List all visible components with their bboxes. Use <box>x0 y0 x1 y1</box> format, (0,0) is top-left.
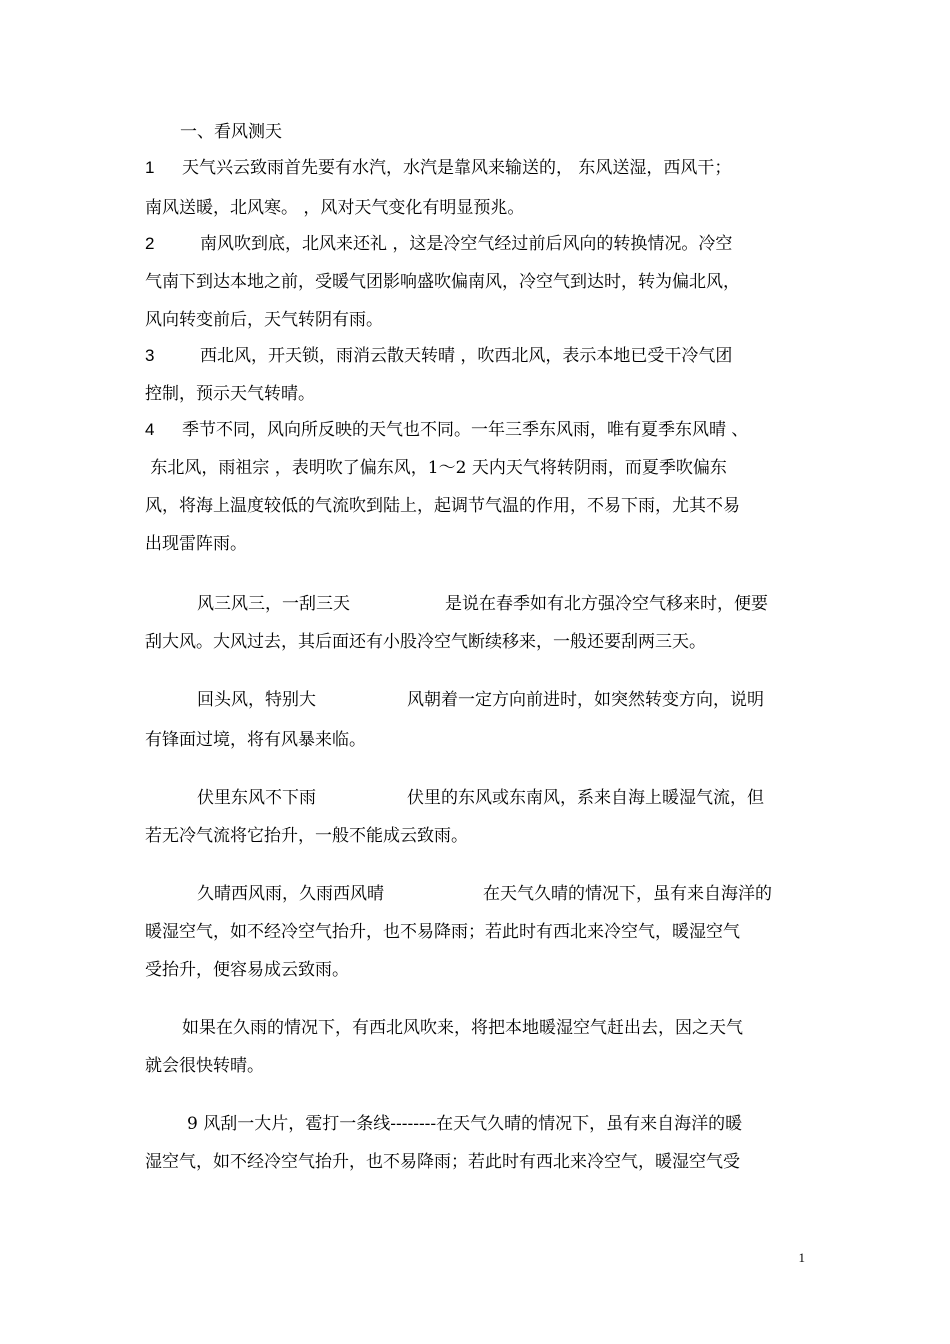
item-number: 1 <box>145 158 155 177</box>
saying-title: 伏里东风不下雨 <box>197 788 316 808</box>
section-heading: 一、看风测天 <box>180 122 282 142</box>
item-text-line: 天气兴云致雨首先要有水汽，水汽是靠风来输送的， 东风送湿，西风干； <box>182 158 732 178</box>
saying-title: 风三风三，一刮三天 <box>197 594 350 614</box>
saying-text-line: 若无冷气流将它抬升，一般不能成云致雨。 <box>145 826 468 846</box>
paragraph-line: 就会很快转晴。 <box>145 1056 264 1076</box>
item-text-line: 季节不同，风向所反映的天气也不同。一年三季东风雨，唯有夏季东风晴 、 <box>182 420 749 440</box>
saying-text-line: 有锋面过境，将有风暴来临。 <box>145 730 366 750</box>
paragraph-line: 如果在久雨的情况下，有西北风吹来，将把本地暖湿空气赶出去，因之天气 <box>182 1018 743 1038</box>
item-text-line: 南风吹到底，北风来还礼 ，这是冷空气经过前后风向的转换情况。冷空 <box>200 234 733 254</box>
paragraph-line: 9 风刮一大片，雹打一条线--------在天气久晴的情况下，虽有来自海洋的暖 <box>187 1114 743 1134</box>
item-text-line: 控制，预示天气转晴。 <box>145 384 315 404</box>
saying-text-line: 风朝着一定方向前进时，如突然转变方向，说明 <box>407 690 764 710</box>
saying-text-line: 受抬升，便容易成云致雨。 <box>145 960 349 980</box>
item-text-line: 出现雷阵雨。 <box>145 534 247 554</box>
item-number: 3 <box>145 346 155 365</box>
saying-title: 久晴西风雨，久雨西风晴 <box>197 884 384 904</box>
item-text-line: 东北风，雨祖宗 ，表明吹了偏东风，1～2 天内天气将转阴雨，而夏季吹偏东 <box>145 458 727 478</box>
item-text-line: 风向转变前后，天气转阴有雨。 <box>145 310 383 330</box>
item-text-line: 西北风，开天锁，雨消云散天转晴 ，吹西北风，表示本地已受干冷气团 <box>200 346 733 366</box>
saying-text-line: 伏里的东风或东南风，系来自海上暖湿气流，但 <box>407 788 764 808</box>
saying-title: 回头风，特别大 <box>197 690 316 710</box>
saying-text-line: 在天气久晴的情况下，虽有来自海洋的 <box>483 884 772 904</box>
item-number: 2 <box>145 234 155 253</box>
saying-text-line: 是说在春季如有北方强冷空气移来时，便要 <box>445 594 768 614</box>
page-number: 1 <box>798 1250 805 1265</box>
item-text-line: 气南下到达本地之前，受暖气团影响盛吹偏南风，冷空气到达时，转为偏北风， <box>145 272 740 292</box>
item-text-line: 风，将海上温度较低的气流吹到陆上，起调节气温的作用，不易下雨，尤其不易 <box>145 496 740 516</box>
item-number: 4 <box>145 420 155 439</box>
saying-text-line: 刮大风。大风过去，其后面还有小股冷空气断续移来，一般还要刮两三天。 <box>145 632 706 652</box>
paragraph-line: 湿空气，如不经冷空气抬升，也不易降雨；若此时有西北来冷空气，暖湿空气受 <box>145 1152 740 1172</box>
item-text-line: 南风送暖，北风寒。 ，风对天气变化有明显预兆。 <box>145 198 525 218</box>
saying-text-line: 暖湿空气，如不经冷空气抬升，也不易降雨；若此时有西北来冷空气，暖湿空气 <box>145 922 740 942</box>
